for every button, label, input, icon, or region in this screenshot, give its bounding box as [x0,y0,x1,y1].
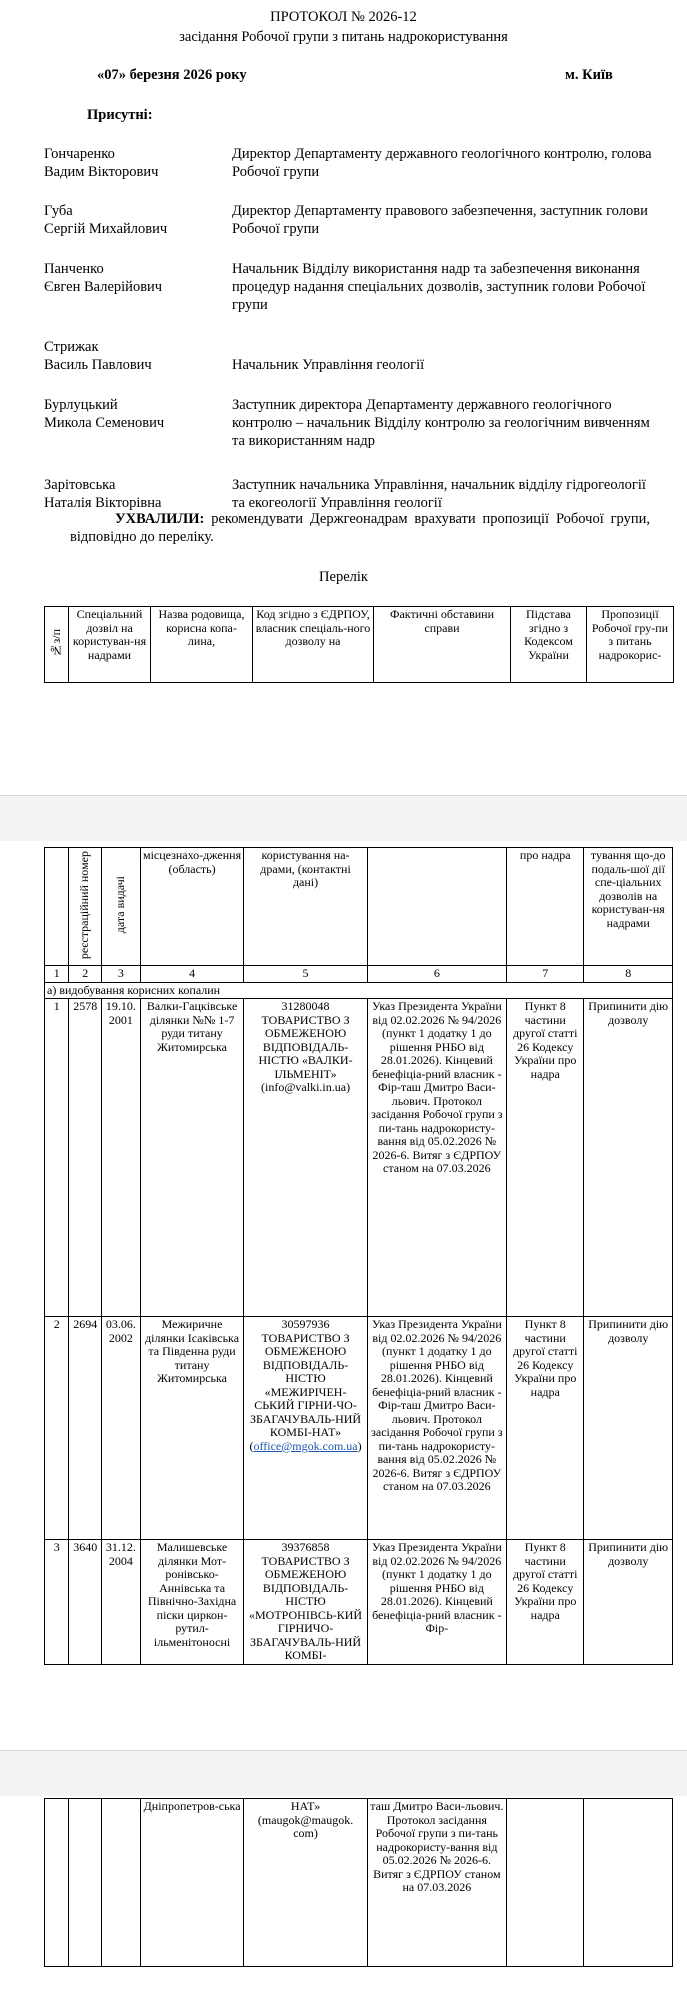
decision-label: УХВАЛИЛИ: [115,511,205,527]
protocol-title: ПРОТОКОЛ № 2026-12 [270,9,417,25]
page-2 [0,841,687,1750]
attendee-surname: Панченко [44,261,104,277]
col-header-field: Назва родовища, корисна копа-лина, [151,607,253,683]
list-title: Перелік [319,569,368,585]
list-table-continued [44,1798,673,1967]
attendee-surname: Бурлуцький [44,397,118,413]
attendee-given-name: Євген Валерійович [44,279,163,295]
col-header-basis: Підстава згідно з Кодексом України [511,607,587,683]
present-label: Присутні: [87,107,153,123]
attendee-surname: Губа [44,203,73,219]
attendee-given-name: Василь Павлович [44,357,152,373]
decision-paragraph [70,510,650,546]
table-row: 1 2578 19.10. 2001 Валки-Гацківське ділянки №№ 1-7 руди титану Житомирська 31280048 ТОВАРИСТВО З ОБМЕЖЕНОЮ ВІДПОВІДАЛЬ-НІСТЮ «ВАЛКИ-ІЛЬМЕНІТ» (info@valki.in.ua) Указ Президента України від 02.02.2026 № 94/2026 (пункт 1 додатку 1 до рішення РНБО від 28.01.2026). Кінцевий бенефіціа-рний власник - Фір-таш Дмитро Васи-льович. Протокол засідання Робочої групи з пи-тань надрокористу-вання від 05.02.2026 № 2026-6. Витяг з ЄДРПОУ станом на 07.03.2026 Пункт 8 частини другої статті 26 Кодексу України про надра Припинити дію дозволу [45,999,673,1317]
col-header-owner: Код згідно з ЄДРПОУ, власник спеціаль-ного дозволу на [253,607,374,683]
attendee-position: Начальник Відділу використання надр та забезпечення виконання процедур надання спеціальних дозволів, заступник голови Робочої групи [232,261,646,313]
col-header-reg-number: реєстраційний номер [69,848,102,966]
protocol-date: «07» березня 2026 року [97,67,247,83]
col-header-location: місцезнахо-дження (область) [140,848,244,966]
col-header-basis-cont: про надра [507,848,584,966]
page-gap [0,795,687,842]
table-row: 2 2694 03.06. 2002 Межиричне ділянки Ісаківська та Південна руди титану Житомирська 30597936 ТОВАРИСТВО З ОБМЕЖЕНОЮ ВІДПОВІДАЛЬ-НІСТЮ «МЕЖИРІЧЕН-СЬКИЙ ГІРНИ-ЧО-ЗБАГАЧУВАЛЬ-НИЙ КОМБІ-НАТ» (office@mgok.com.ua) Указ Президента України від 02.02.2026 № 94/2026 (пункт 1 додатку 1 до рішення РНБО від 28.01.2026). Кінцевий бенефіціа-рний власник - Фір-таш Дмитро Васи-льович. Протокол засідання Робочої групи з пи-тань надрокористу-вання від 05.02.2026 № 2026-6. Витяг з ЄДРПОУ станом на 07.03.2026 Пункт 8 частини другої статті 26 Кодексу України про надра Припинити дію дозволу [45,1317,673,1540]
page-gap [0,1750,687,1797]
attendee-given-name: Вадим Вікторович [44,164,159,180]
column-number-row: 1 2 3 4 5 6 7 8 [45,966,673,983]
attendee-given-name: Сергій Михайлович [44,221,168,237]
attendee-position: Директор Департаменту державного геологічного контролю, голова Робочої групи [232,146,652,180]
attendee-position: Заступник директора Департаменту державного геологічного контролю – начальник Відділу контролю за геологічним вивченням та використанням надр [232,397,650,449]
col-header-proposal: Пропозиції Робочої гру-пи з питань надрокорис- [587,607,674,683]
attendee-given-name: Наталія Вікторівна [44,495,162,511]
col-header-permit: Спеціальний дозвіл на користуван-ня надрами [69,607,151,683]
protocol-place: м. Київ [565,67,613,83]
col-header-proposal-cont: тування що-до подаль-шої дії спе-ціальних дозволів на користуван-ня надрами [584,848,673,966]
decision-text: рекомендувати Держгеонадрам врахувати пропозиції Робочої групи, відповідно до переліку. [70,511,650,545]
attendee-surname: Стрижак [44,339,99,355]
page-3 [0,1796,687,1992]
list-table-head [44,606,674,683]
attendee-surname: Зарітовська [44,477,116,493]
table-row: Дніпропетров-ська НАТ» (maugok@maugok. com) таш Дмитро Васи-льович. Протокол засідання Робочої групи з пи-тань надрокористу-вання від 05.02.2026 № 2026-6. Витяг з ЄДРПОУ станом на 07.03.2026 [45,1799,673,1967]
col-header-facts: Фактичні обставини справи [374,607,511,683]
attendee-given-name: Микола Семенович [44,415,165,431]
email-link[interactable]: office@mgok.com.ua [253,1438,358,1453]
col-header-number: №з/п [45,607,69,683]
page-1 [0,0,687,795]
list-table [44,847,673,1665]
section-heading: а) видобування корисних копалин [45,982,673,999]
attendee-position: Начальник Управління геології [232,357,425,373]
col-header-issue-date: дата видачі [101,848,140,966]
attendee-surname: Гончаренко [44,146,115,162]
table-row: 3 3640 31.12. 2004 Малишевське ділянки Мот-ронівсько-Аннівська та Північно-Західна піски циркон-рутил-ільменітоносні 39376858 ТОВАРИСТВО З ОБМЕЖЕНОЮ ВІДПОВІДАЛЬ-НІСТЮ «МОТРОНІВСЬ-КИЙ ГІРНИЧО-ЗБАГАЧУВАЛЬ-НИЙ КОМБІ- Указ Президента України від 02.02.2026 № 94/2026 (пункт 1 додатку 1 до рішення РНБО від 28.01.2026). Кінцевий бенефіціа-рний власник - Фір- Пункт 8 частини другої статті 26 Кодексу України про надра Припинити дію дозволу [45,1540,673,1665]
protocol-subtitle: засідання Робочої групи з питань надрокористування [179,29,508,45]
attendee [0,474,687,511]
col-header-contacts: користування на-драми, (контактні дані) [244,848,367,966]
attendee-position: Заступник начальника Управління, начальник відділу гідрогеології та екогеології Управління геології [232,477,646,511]
attendee-position: Директор Департаменту правового забезпечення, заступник голови Робочої групи [232,203,648,237]
